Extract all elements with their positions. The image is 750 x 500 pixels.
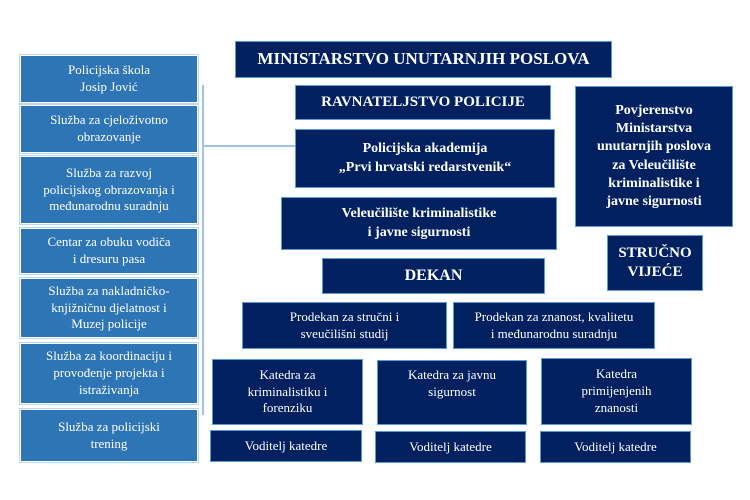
left-unit-6: Služba za koordinaciju i provođenje projekta i istraživanja: [20, 343, 198, 404]
vice-dean-2: Prodekan za znanost, kvalitetu i međunarodnu suradnju: [453, 302, 655, 349]
department-head-2: Voditelj katedre: [375, 431, 526, 463]
department-head-3: Voditelj katedre: [540, 431, 691, 463]
department-1: Katedra za kriminalistiku i forenziku: [212, 359, 363, 425]
connector-vertical: [202, 85, 204, 415]
council-box: STRUČNO VIJEĆE: [607, 235, 703, 291]
academy-box: Policijska akademija „Prvi hrvatski redarstvenik“: [295, 129, 555, 188]
department-3: Katedra primijenjenih znanosti: [541, 358, 692, 425]
department-head-1: Voditelj katedre: [210, 430, 362, 462]
department-2: Katedra za javnu sigurnost: [377, 360, 527, 425]
dean-box: DEKAN: [322, 258, 545, 294]
college-box: Veleučilište kriminalistike i javne sigurnosti: [281, 197, 557, 250]
directorate-box: RAVNATELJSTVO POLICIJE: [295, 85, 551, 120]
vice-dean-1: Prodekan za stručni i sveučilišni studij: [242, 302, 447, 349]
connector-horizontal: [202, 145, 295, 147]
left-unit-5: Služba za nakladničko- knjižničnu djelatnost i Muzej policije: [20, 278, 198, 338]
left-unit-2: Služba za cjeloživotno obrazovanje: [20, 105, 198, 153]
commission-box: Povjerenstvo Ministarstva unutarnjih poslova za Veleučilište kriminalistike i javne sigurnosti: [575, 86, 733, 227]
left-unit-7: Služba za policijski trening: [20, 409, 198, 462]
left-unit-3: Služba za razvoj policijskog obrazovanja i međunarodnu suradnju: [20, 156, 198, 224]
left-unit-4: Centar za obuku vodiča i dresuru pasa: [20, 228, 198, 274]
left-unit-1: Policijska škola Josip Jović: [20, 55, 198, 103]
ministry-box: MINISTARSTVO UNUTARNJIH POSLOVA: [235, 41, 612, 78]
